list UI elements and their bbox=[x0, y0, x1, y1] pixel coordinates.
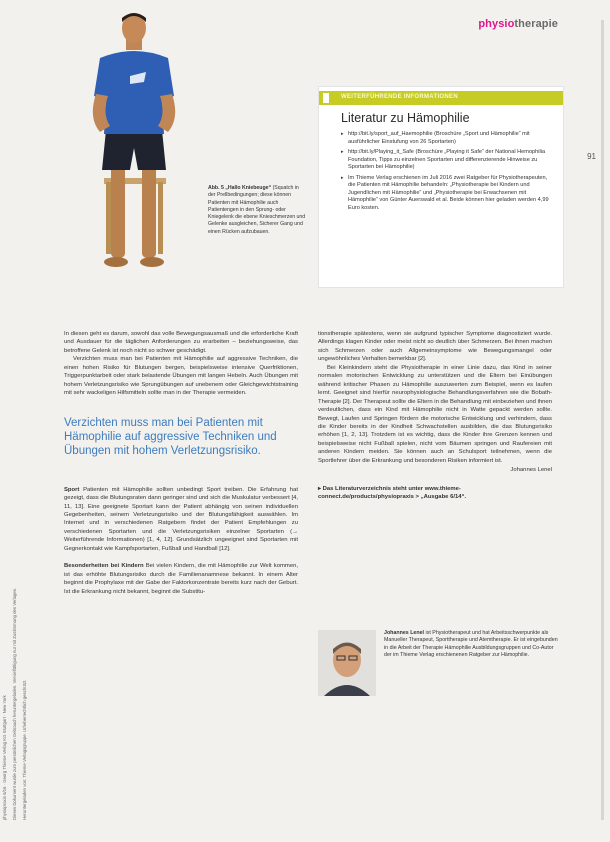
author-name: Johannes Lenel bbox=[384, 630, 425, 636]
page-edge-shadow bbox=[601, 20, 604, 820]
author-bio-text: ist Physiotherapeut und hat Arbeitsschwerpunkte als Manueller Therapeut, Sporttherapie und Atemtherapie. Er ist eingebunden in die Arbeit der Therapie Hämophilie Ausbildungsgruppen und Co-Autor der im Thieme Verlag erschienenen Ratgeber zur Hämophilie. bbox=[384, 630, 558, 659]
info-box-bar-label: WEITERFÜHRENDE INFORMATIONEN bbox=[341, 94, 458, 100]
paragraph bbox=[64, 486, 298, 554]
page-number: 91 bbox=[587, 152, 596, 161]
article-column-right bbox=[318, 330, 552, 502]
info-box-item[interactable]: ▸ http://bit.ly/Playing_it_Safe (Broschüre „Playing it Safe“ der National Hemophilia Foundation, Tipps zu einzelnen Sportarten und differenzierende Hinweise zu Sportarten bei Hämophilie) bbox=[341, 149, 555, 172]
paragraph: Bei Kleinkindern steht die Physiotherapie in einer Linie dazu, das Kind in seiner normalen motorischen Entwicklung zu unterstützen und die Eltern bei Einübungen während kritischer Phasen zu Hämophilie auszuwerten zum Beispiel, wenn es laufen lernt. Geeignet sind hierfür neurophysiologische Behandlungsverfahren wie die Bobath-Therapie [2]. Der Therapeut sollte die Eltern in die Behandlung mit einbeziehen und ihnen verdeutlichen, dass ein Kind mit Hämophilie nicht in Watte gepackt werden sollte. Bewegt, Laufen und Springen fördern die motorische Entwicklung und verhindern, dass die Kinder bereits in der Kindheit Schwachstellen ausbilden, die das Blutungsrisiko erhöhen [1, 2, 13]. Trotzdem ist es wichtig, dass die Kinder ihre Grenzen kennen und beispielsweise nicht Fußball spielen, nicht vom Bäumen springen und Raufereien mit anderen Kindern meiden. Sie können auch an Schulsport teilnehmen, wenn die Sportlehrer über die Erkrankung und besonderen Risiken informiert ist. bbox=[318, 364, 552, 464]
info-box-title: Literatur zu Hämophilie bbox=[341, 111, 470, 125]
side-notice: Heruntergeladen von: Thieme Verlagsgruppe. Urheberrechtlich geschützt. bbox=[22, 679, 27, 820]
paragraph: Verzichten muss man bei Patienten mit Hämophilie auf aggressive Techniken, die einen hohen Risiko für Blutungen bergen, beispielsweise intensive Querfriktionen, Triggerpunktarbeit oder stark belastende Übungen mit langen Hebeln. Auch Übungen mit hohem Verletzungsrisiko wie Sprungübungen auf unebenem oder Gleichgewichtstraining mit sehr wackeligen Hilfsmitteln sollte man in der Therapie vermeiden. bbox=[64, 356, 298, 397]
side-notice: Dieses Dokument wurde zum persönlichen Gebrauch heruntergeladen. Vervielfältigung nur mit Zustimmung des Verlages. bbox=[12, 587, 17, 820]
info-box-square-icon bbox=[323, 93, 329, 103]
section-header bbox=[478, 18, 558, 30]
run-in-heading-sport: Sport bbox=[64, 486, 80, 493]
info-box-item[interactable]: ▸ http://bit.ly/sport_auf_Haemophilie (Broschüre „Sport und Hämophilie“ mit ausführlicher Einstufung von 26 Sportarten) bbox=[341, 131, 555, 146]
article-column-left bbox=[64, 330, 298, 596]
paragraph-text: Bei vielen Kindern, die mit Hämophilie zur Welt kommen, ist das erhöhte Blutungsrisiko durch die Familienanamnese bekannt. In einem Alter beginnt die Prophylaxe mit der Gabe der Faktorkonzentrate bereits kurz nach der Geburt. Ist die Erkrankung nicht bekannt, beginnt die Substitu- bbox=[64, 563, 299, 595]
figure-caption bbox=[208, 185, 306, 236]
section-header-rest: therapie bbox=[514, 18, 558, 30]
author-signature: Johannes Lenel bbox=[510, 467, 552, 474]
info-box bbox=[318, 86, 564, 288]
info-box-bar bbox=[319, 91, 563, 105]
literature-note-text: Das Literaturverzeichnis steht unter www.thieme-connect.de/products/physiopraxis > „Ausgabe 6/14“. bbox=[318, 485, 467, 501]
section-header-accent: physio bbox=[478, 18, 515, 30]
squat-exercise-photo bbox=[70, 10, 198, 282]
paragraph-text: Patienten mit Hämophilie sollten unbedingt Sport treiben. Die Erfahrung hat gezeigt, dass die Blutungsraten dann geringer sind und sich die Muskulatur verbessert [4, 11, 13]. Eine geeignete Sportart kann der Patient abhängig von seinen individuellen Gegebenheiten, seinem Verletzungsrisiko und der Blutungsfähigkeit auswählen. Im Internet und in verschiedenen Ratgebern findet der Patient Empfehlungen zu verschiedenen Sportarten und die Verletzungsrisiken einzelner Sportarten (→ Weiterführende Informationen) [1, 4, 12]. Grundsätzlich ungeeignet sind Sportarten mit Gegnerkontakt wie Kampfsportarten, Fußball und Handball [12]. bbox=[64, 486, 298, 552]
author-bio bbox=[384, 630, 558, 660]
author-box bbox=[318, 630, 562, 710]
paragraph: In diesen geht es darum, sowohl das volle Bewegungsausmaß und die erforderliche Kraft und Ausdauer für die täglichen Anforderungen zu erarbeiten – beziehungsweise, das betroffene Gelenk ist noch nicht so schwer geschädigt. bbox=[64, 331, 298, 354]
side-notice: physiopraxis 6/16 · Georg Thieme Verlag KG Stuttgart · New York bbox=[2, 695, 7, 820]
figure-caption-title: Abb. 5 „Hallo Kniebeuge“ bbox=[208, 185, 272, 191]
pull-quote: Verzichten muss man bei Patienten mit Hämophilie auf aggressive Techniken und Übungen mit hohem Verletzungsrisiko. bbox=[64, 416, 277, 457]
run-in-heading-kids: Besonderheiten bei Kindern bbox=[64, 563, 144, 570]
arrow-right-icon: ▸ bbox=[318, 485, 323, 492]
paragraph: tionstherapie spätestens, wenn sie aufgrund typischer Symptome diagnostiziert wurde. Allerdings klagen Kinder oder meist nicht so deutlich über Schmerzen. Bei ihnen machen sich Schmerzen oder auch Allgemeinsymptome wie Bewegungsmangel oder ungewöhnliches Verhalten bemerkbar [2]. bbox=[318, 331, 552, 363]
literature-note[interactable] bbox=[318, 485, 552, 502]
info-box-item: ▸ Im Thieme Verlag erschienen im Juli 2016 zwei Ratgeber für Physiotherapeuten, die Patienten mit Hämophilie behandeln: „Physiotherapie bei Kindern und Jugendlichen mit Hämophilie“ und „Physiotherapie bei Erwachsenen mit Hämophilie“ von Günter Auerswald et al. Beide können hier geladen werden 4,99 Euro kosten. bbox=[341, 175, 555, 213]
paragraph bbox=[64, 562, 298, 596]
author-photo bbox=[318, 630, 376, 696]
info-box-list bbox=[341, 131, 555, 215]
figure-caption-text: (Squatch in der Prellbedingungen; diese können Patienten mit Hämophilie auch Patientengen in den Sprung- oder Kniegelenk die ebene Knieschmerzen und Gelenke ausgleichen, Sicherer Gang und einen Rücken aufzubauen. bbox=[208, 185, 306, 235]
